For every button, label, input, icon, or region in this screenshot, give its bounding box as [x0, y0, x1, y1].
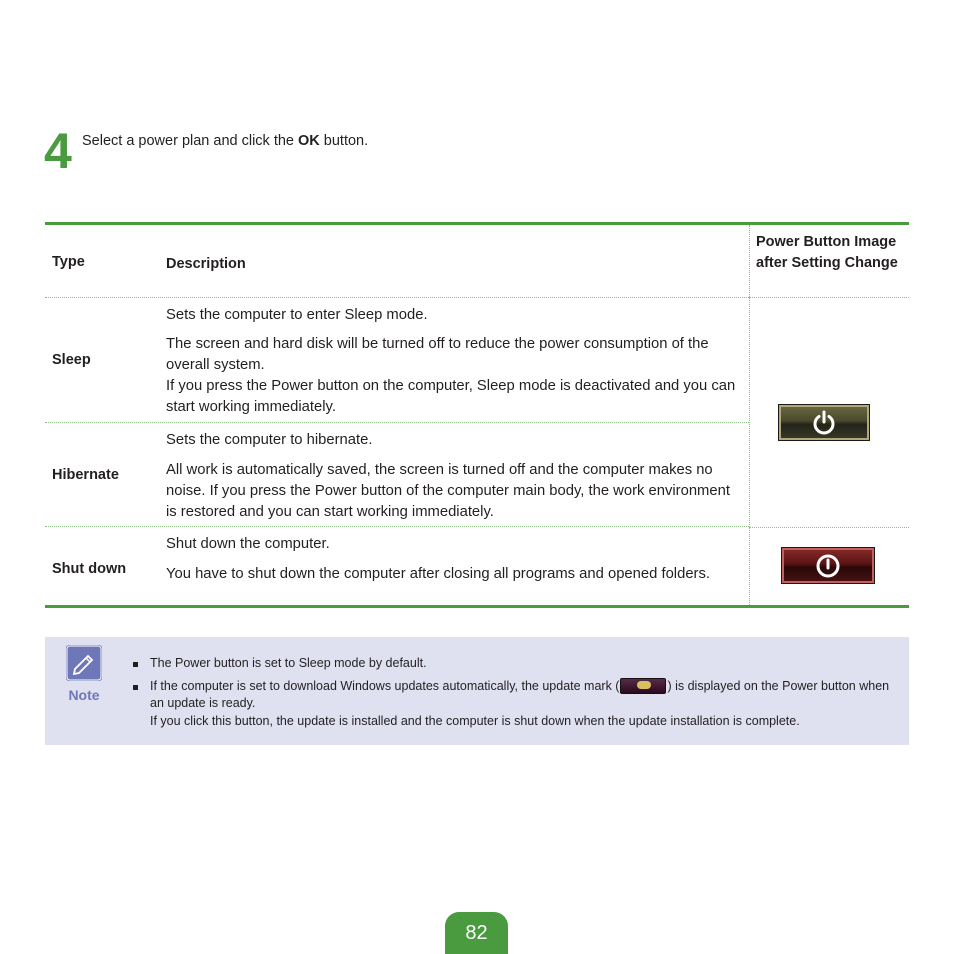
step-text-after: button. — [319, 133, 369, 149]
row-type: Hibernate — [52, 467, 119, 483]
desc-line: Sets the computer to hibernate. — [166, 432, 373, 448]
note-item — [133, 678, 903, 731]
note-box — [45, 637, 909, 745]
update-mark-icon — [620, 678, 666, 694]
power-icon — [814, 552, 842, 580]
shut-down-power-button-image — [781, 547, 875, 584]
row-type: Shut down — [52, 561, 127, 577]
note-pencil-icon — [66, 645, 102, 681]
note-list — [133, 655, 903, 735]
desc-line: Shut down the computer. — [166, 536, 330, 552]
desc-line: If you press the Power button on the computer, Sleep mode is deactivated and you can start working immediately. — [166, 378, 736, 415]
note-text: If the computer is set to download Windows updates automatically, the update mark ( — [150, 678, 620, 693]
header-divider — [749, 297, 909, 298]
header-image: Power Button Image after Setting Change — [756, 234, 898, 271]
power-plan-table — [45, 222, 909, 608]
row-type: Sleep — [52, 352, 91, 368]
step-text-before: Select a power plan and click the — [82, 133, 299, 149]
note-text: ) is displayed on the Power button when an update is ready. — [150, 678, 890, 710]
row-description — [166, 534, 741, 585]
desc-line: You have to shut down the computer after closing all programs and opened folders. — [166, 566, 710, 582]
sleep-power-button-image — [778, 404, 870, 441]
row-description — [166, 305, 741, 418]
power-icon — [810, 409, 838, 437]
step-instruction — [82, 133, 368, 149]
page-number: 82 — [445, 912, 508, 954]
bullet — [133, 685, 138, 690]
header-description: Description — [166, 256, 246, 272]
table-row-sleep — [45, 298, 749, 423]
table-row-hibernate — [45, 423, 749, 527]
desc-line: All work is automatically saved, the screen is turned off and the computer makes no noise. If you press the Power button of the computer main body, the work environment is restored and you can start working immediately. — [166, 462, 730, 520]
desc-line: The screen and hard disk will be turned off to reduce the power consumption of the overall system. — [166, 336, 709, 373]
step-number: 4 — [44, 123, 72, 179]
step-text-bold: OK — [298, 133, 320, 149]
image-column-divider — [749, 225, 750, 605]
image-row-divider — [749, 527, 909, 528]
row-description — [166, 430, 741, 523]
note-item — [133, 655, 903, 673]
desc-line: Sets the computer to enter Sleep mode. — [166, 307, 428, 323]
header-type: Type — [52, 254, 85, 270]
note-text: The Power button is set to Sleep mode by default. — [150, 656, 427, 670]
bullet — [133, 662, 138, 667]
table-header-row — [45, 225, 749, 298]
note-text: If you click this button, the update is installed and the computer is shut down when the update installation is complete. — [150, 713, 800, 728]
table-row-shut-down — [45, 527, 749, 608]
note-label: Note — [68, 687, 100, 703]
